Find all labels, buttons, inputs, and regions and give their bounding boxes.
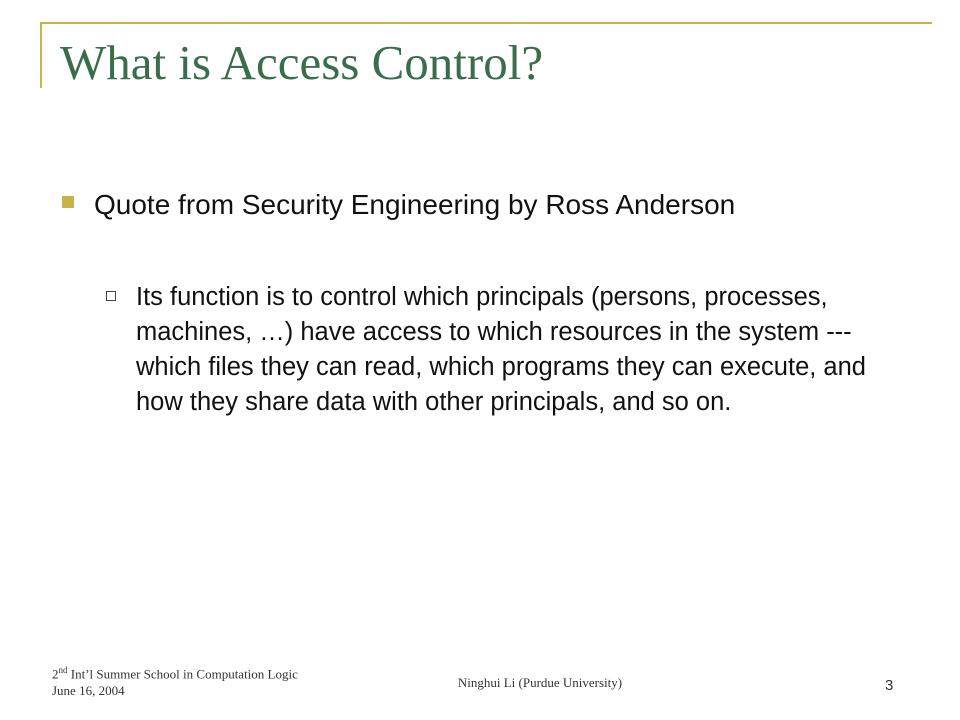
footer-event-ordinal-suffix: nd [58, 665, 68, 675]
hollow-square-bullet-icon [106, 291, 116, 301]
footer-date: June 16, 2004 [52, 683, 125, 699]
page-number: 3 [885, 677, 894, 694]
footer-event-ordinal: 2 [52, 666, 59, 682]
sub-bullet-text: Its function is to control which principals (persons, processes, machines, …) have access to which resources in the system --- which files they can read, which programs they can execute, and how they share data with other principals, and so on. [136, 283, 866, 416]
square-bullet-icon [62, 196, 74, 208]
footer-author: Ninghui Li (Purdue University) [457, 675, 623, 690]
frame-top-line [40, 22, 932, 24]
footer-event-title: Int’l Summer School in Computation Logic [67, 666, 298, 682]
bullet-item [62, 186, 902, 224]
bullet-text: Quote from Security Engineering by Ross Anderson [94, 189, 736, 220]
slide-title: What is Access Control? [60, 35, 544, 90]
sub-bullet-item [106, 280, 906, 420]
frame-left-line [40, 22, 42, 88]
